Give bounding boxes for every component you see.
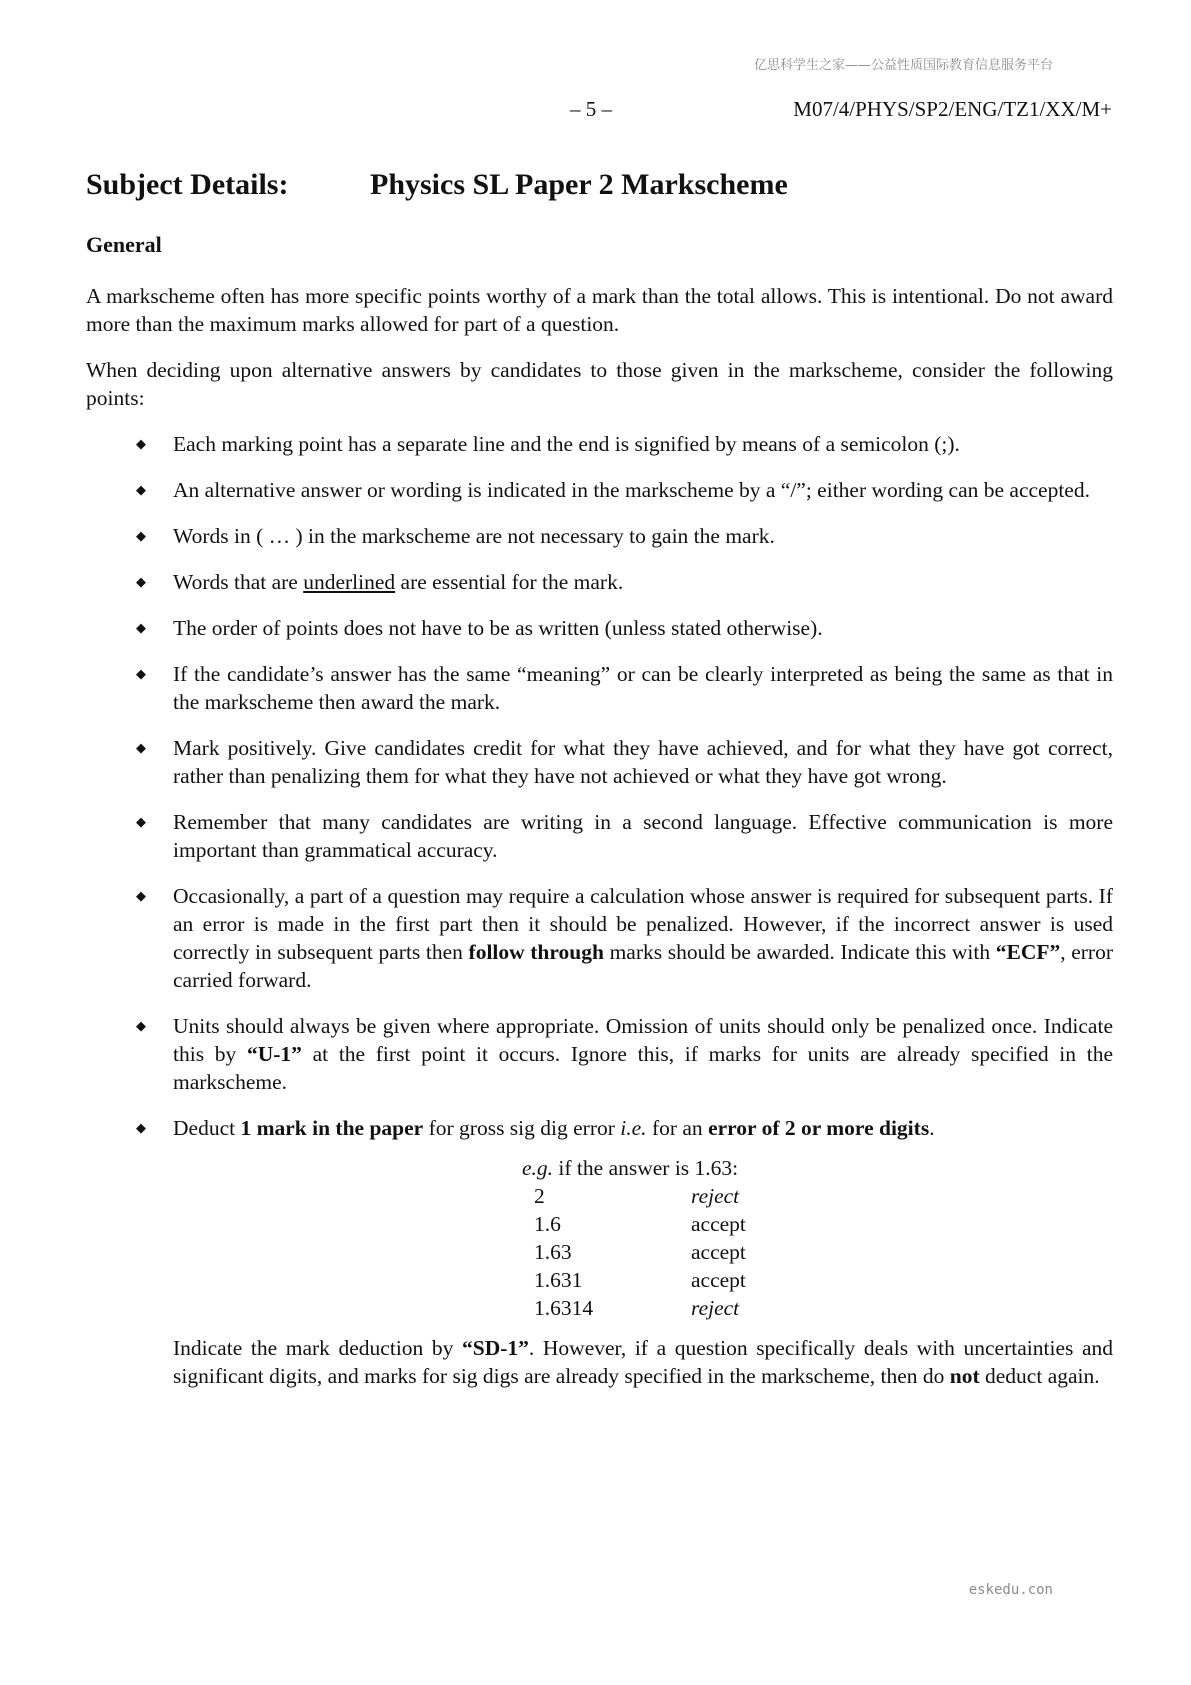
general-paragraph-2: When deciding upon alternative answers by candidates to those given in the markscheme, consider the following points: (86, 358, 1113, 410)
page-title (86, 168, 1113, 202)
list-item: ◆ Occasionally, a part of a question may require a calculation whose answer is required for subsequent parts. If an error is made in the first part then it should be penalized. However, if the incorrect answer is used correctly in subsequent parts then follow through marks should be awarded. Indicate this with “ECF”, error carried forward. (136, 884, 1113, 992)
list-item: ◆ The order of points does not have to be as written (unless stated otherwise). (136, 616, 823, 640)
sig-dig-example (522, 1154, 1113, 1322)
title-value: Physics SL Paper 2 Markscheme (370, 168, 788, 201)
diamond-bullet-icon: ◆ (136, 574, 146, 589)
title-label: Subject Details: (86, 168, 289, 201)
list-item: ◆ If the candidate’s answer has the same “meaning” or can be clearly interpreted as being the same as that in the markscheme then award the mark. (136, 662, 1113, 714)
list-item: ◆ Units should always be given where appropriate. Omission of units should only be penalized once. Indicate this by “U-1” at the first point it occurs. Ignore this, if marks for units are already specified in the markscheme. (136, 1014, 1113, 1094)
diamond-bullet-icon: ◆ (136, 528, 146, 543)
diamond-bullet-icon: ◆ (136, 436, 146, 451)
watermark-top: 亿思科学生之家——公益性质国际教育信息服务平台 (753, 58, 1053, 73)
list-item: ◆ Remember that many candidates are writing in a second language. Effective communication is more important than grammatical accuracy. (136, 810, 1113, 862)
diamond-bullet-icon: ◆ (136, 740, 146, 755)
example-row: 1.63 accept (534, 1240, 746, 1264)
diamond-bullet-icon: ◆ (136, 888, 146, 903)
diamond-bullet-icon: ◆ (136, 814, 146, 829)
example-row: 2 reject (534, 1184, 740, 1208)
list-item: ◆ An alternative answer or wording is indicated in the markscheme by a “/”; either wording can be accepted. (136, 478, 1090, 502)
example-row: 1.6314 reject (534, 1296, 740, 1320)
diamond-bullet-icon: ◆ (136, 666, 146, 681)
sd-deduction-note: Indicate the mark deduction by “SD-1”. However, if a question specifically deals with uncertainties and significant digits, and marks for sig digs are already specified in the markscheme, then do not deduct again. (173, 1336, 1113, 1388)
example-row: 1.631 accept (534, 1268, 746, 1292)
diamond-bullet-icon: ◆ (136, 620, 146, 635)
diamond-bullet-icon: ◆ (136, 1120, 146, 1135)
general-paragraph-1: A markscheme often has more specific points worthy of a mark than the total allows. This is intentional. Do not award more than the maximum marks allowed for part of a question. (86, 284, 1113, 336)
diamond-bullet-icon: ◆ (136, 1018, 146, 1033)
watermark-bottom: eskedu.con (968, 1582, 1053, 1598)
document-code: M07/4/PHYS/SP2/ENG/TZ1/XX/M+ (793, 97, 1112, 121)
page-number: – 5 – (570, 97, 612, 121)
list-item: ◆ Each marking point has a separate line and the end is signified by means of a semicolon (;). (136, 432, 960, 456)
list-item: ◆ Mark positively. Give candidates credit for what they have achieved, and for what they have got correct, rather than penalizing them for what they have not achieved or what they have got wrong. (136, 736, 1113, 788)
list-item: ◆ Words that are underlined are essential for the mark. (136, 570, 624, 594)
marking-points-list (86, 430, 1113, 1142)
section-heading-general: General (86, 232, 162, 257)
underlined-word: underlined (303, 570, 396, 594)
list-item: ◆ Words in ( … ) in the markscheme are not necessary to gain the mark. (136, 524, 775, 548)
list-item: ◆ Deduct 1 mark in the paper for gross sig dig error i.e. for an error of 2 or more digits. (136, 1116, 935, 1140)
example-row: 1.6 accept (534, 1212, 746, 1236)
diamond-bullet-icon: ◆ (136, 482, 146, 497)
page-content (86, 168, 1113, 1408)
example-heading: e.g. if the answer is 1.63: (522, 1156, 739, 1180)
